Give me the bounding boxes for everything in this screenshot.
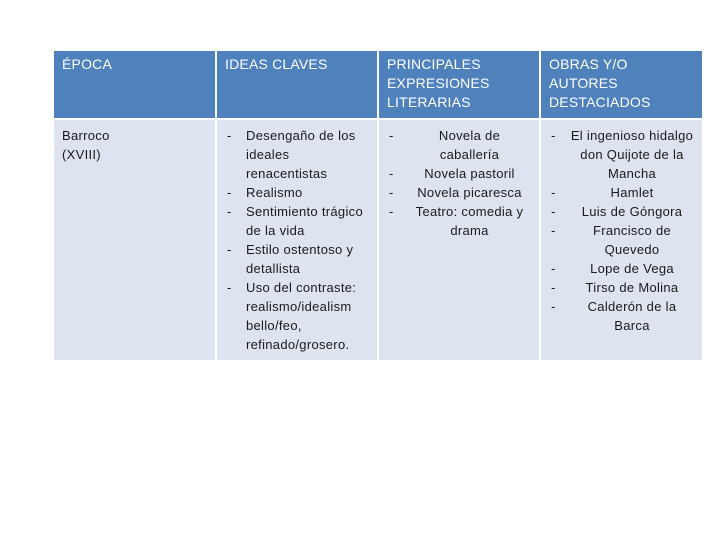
list-item: - Estilo ostentoso y detallista bbox=[225, 240, 369, 278]
cell-expresiones bbox=[378, 119, 540, 360]
list-item: - Calderón de la Barca bbox=[549, 297, 694, 335]
list-item: - Francisco de Quevedo bbox=[549, 221, 694, 259]
header-obras-autores: OBRAS Y/O AUTORES DESTACIADOS bbox=[540, 51, 702, 119]
epoca-name: Barroco bbox=[62, 128, 110, 143]
list-item: - Hamlet bbox=[549, 183, 694, 202]
list-item: - Uso del contraste: realismo/idealism bello/feo, refinado/grosero. bbox=[225, 278, 369, 354]
table-row bbox=[54, 119, 702, 360]
cell-epoca bbox=[54, 119, 216, 360]
list-item: - Lope de Vega bbox=[549, 259, 694, 278]
list-item: - Novela pastoril bbox=[387, 164, 531, 183]
header-epoca: ÉPOCA bbox=[54, 51, 216, 119]
expresiones-list bbox=[387, 126, 531, 240]
cell-obras-autores bbox=[540, 119, 702, 360]
list-item: - Sentimiento trágico de la vida bbox=[225, 202, 369, 240]
list-item: - Realismo bbox=[225, 183, 369, 202]
list-item: - Desengaño de los ideales renacentistas bbox=[225, 126, 369, 183]
baroque-summary-table bbox=[54, 51, 702, 360]
list-item: - El ingenioso hidalgo don Quijote de la Mancha bbox=[549, 126, 694, 183]
cell-ideas-claves bbox=[216, 119, 378, 360]
epoca-century: (XVIII) bbox=[62, 147, 101, 162]
obras-autores-list bbox=[549, 126, 694, 335]
header-ideas-claves: IDEAS CLAVES bbox=[216, 51, 378, 119]
list-item: - Tirso de Molina bbox=[549, 278, 694, 297]
list-item: - Luis de Góngora bbox=[549, 202, 694, 221]
header-expresiones-literarias: PRINCIPALES EXPRESIONES LITERARIAS bbox=[378, 51, 540, 119]
header-row bbox=[54, 51, 702, 119]
list-item: - Novela de caballería bbox=[387, 126, 531, 164]
literature-table bbox=[54, 51, 702, 360]
ideas-claves-list bbox=[225, 126, 369, 354]
list-item: - Novela picaresca bbox=[387, 183, 531, 202]
list-item: - Teatro: comedia y drama bbox=[387, 202, 531, 240]
